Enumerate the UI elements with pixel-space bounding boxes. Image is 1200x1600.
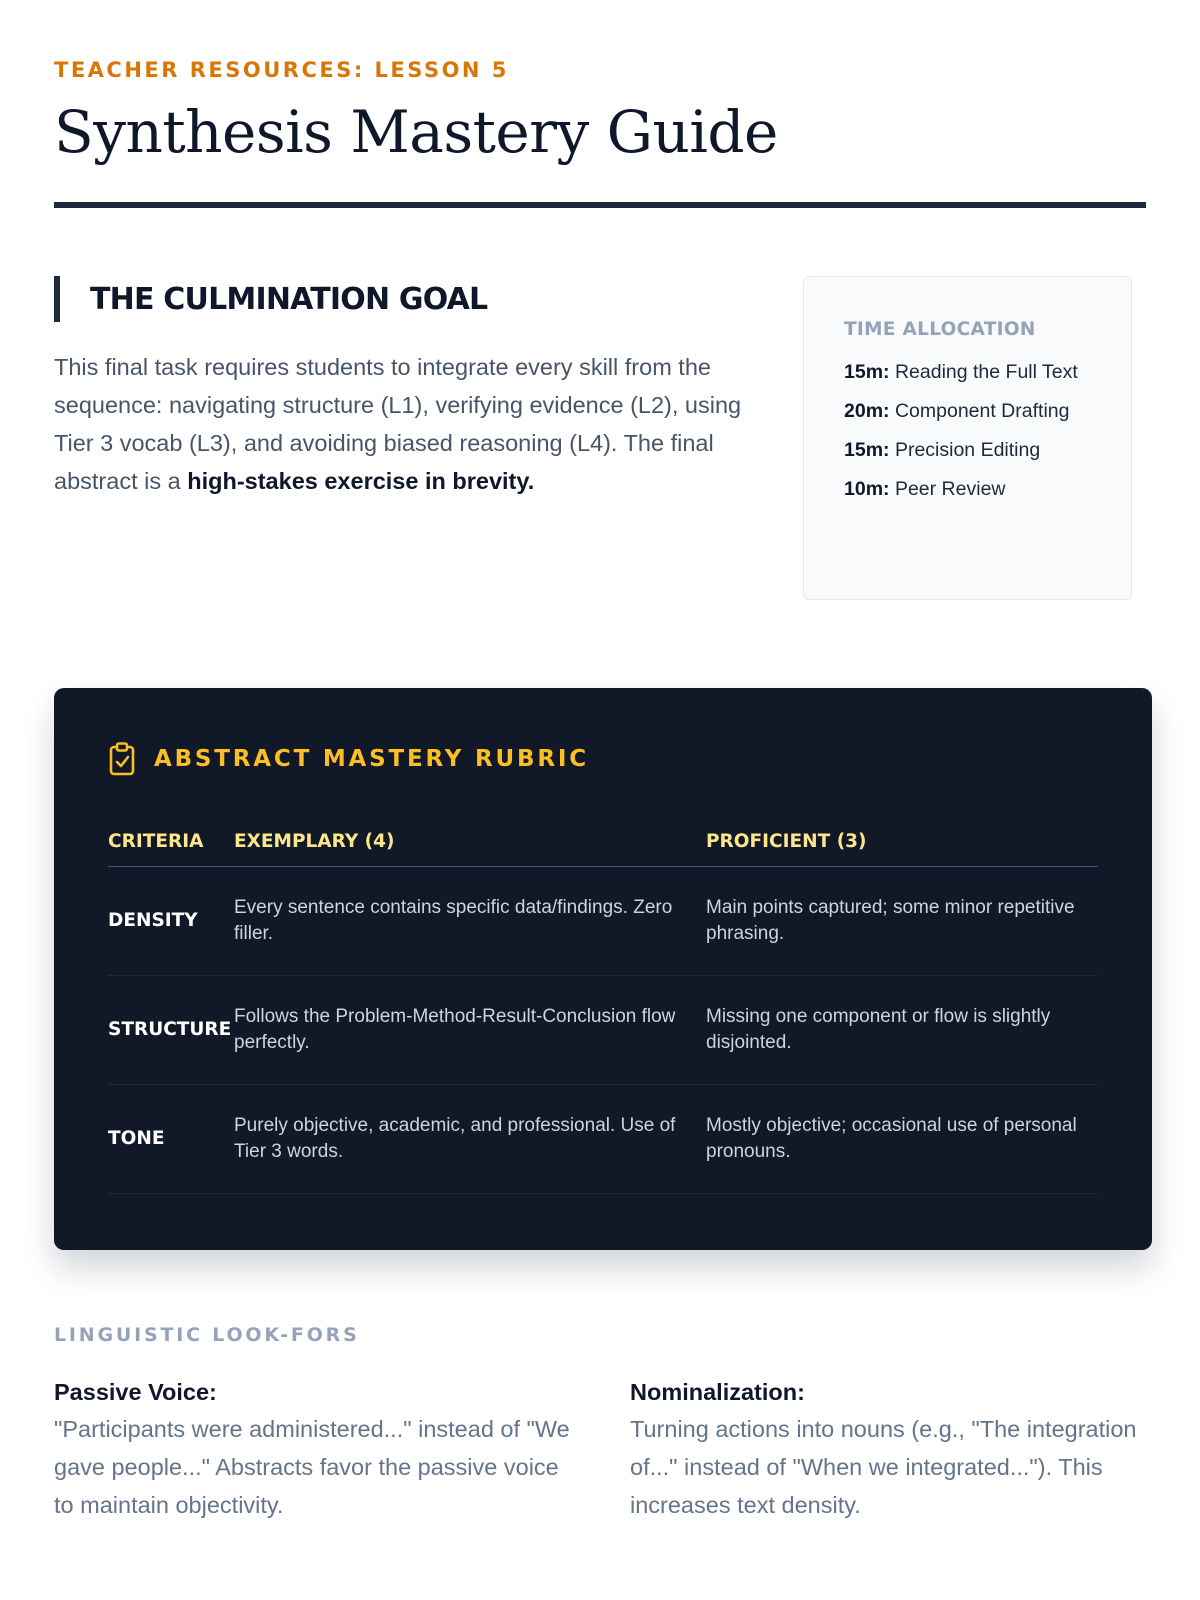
- table-row: [108, 867, 1098, 976]
- lookfor-nominalization: [630, 1376, 1150, 1524]
- linguistic-look-fors: [54, 1322, 1152, 1536]
- rubric-title: ABSTRACT MASTERY RUBRIC: [154, 746, 589, 772]
- column-header-proficient: PROFICIENT (3): [706, 816, 1098, 867]
- lookfors-title: LINGUISTIC LOOK-FORS: [54, 1324, 360, 1346]
- goal-description: [54, 348, 754, 500]
- time-item-label: Peer Review: [894, 478, 1006, 500]
- clipboard-check-icon: [108, 742, 136, 776]
- time-item: [844, 476, 1093, 502]
- proficient-cell: Missing one component or flow is slightly disjointed.: [706, 976, 1098, 1085]
- criteria-cell: TONE: [108, 1085, 234, 1194]
- time-item-label: Component Drafting: [894, 400, 1070, 422]
- time-item-duration: 15m:: [844, 361, 890, 383]
- lookfor-text: Turning actions into nouns (e.g., "The integration of..." instead of "When we integrated..."). This increases text density.: [630, 1416, 1137, 1518]
- top-section: [54, 276, 1146, 602]
- table-row: [108, 976, 1098, 1085]
- time-item-duration: 10m:: [844, 478, 890, 500]
- exemplary-cell: Every sentence contains specific data/findings. Zero filler.: [234, 867, 706, 976]
- time-item-duration: 15m:: [844, 439, 890, 461]
- goal-heading-text: THE CULMINATION GOAL: [90, 281, 488, 317]
- lookfor-passive-voice: [54, 1376, 574, 1524]
- title-divider: [54, 202, 1146, 208]
- time-item-label: Precision Editing: [894, 439, 1041, 461]
- rubric-header-row: [108, 816, 1098, 867]
- column-header-criteria: CRITERIA: [108, 816, 234, 867]
- time-allocation-card: [803, 276, 1132, 600]
- lesson-eyebrow: TEACHER RESOURCES: LESSON 5: [54, 58, 509, 82]
- lookfor-text: "Participants were administered..." instead of "We gave people..." Abstracts favor the passive voice to maintain objectivity.: [54, 1416, 570, 1518]
- time-item: [844, 359, 1093, 385]
- lookfors-grid: [54, 1376, 1152, 1536]
- time-item: [844, 437, 1093, 463]
- abstract-mastery-rubric: [54, 688, 1152, 1250]
- rubric-table: [108, 816, 1098, 1194]
- goal-heading: [54, 276, 754, 322]
- table-row: [108, 1085, 1098, 1194]
- criteria-cell: STRUCTURE: [108, 976, 234, 1085]
- time-allocation-title: TIME ALLOCATION: [844, 319, 1036, 340]
- goal-text: This final task requires students to integrate every skill from the sequence: navigating structure (L1), verifying evidence (L2), using Tier 3 vocab (L3), and avoiding biased reasoning (L4). The final abstract is a: [54, 354, 742, 494]
- lookfor-label: Nominalization:: [630, 1379, 805, 1405]
- exemplary-cell: Purely objective, academic, and professional. Use of Tier 3 words.: [234, 1085, 706, 1194]
- culmination-goal: [54, 276, 754, 500]
- page-title: Synthesis Mastery Guide: [54, 98, 778, 166]
- time-item-label: Reading the Full Text: [894, 361, 1078, 383]
- lookfor-label: Passive Voice:: [54, 1379, 217, 1405]
- proficient-cell: Mostly objective; occasional use of personal pronouns.: [706, 1085, 1098, 1194]
- proficient-cell: Main points captured; some minor repetitive phrasing.: [706, 867, 1098, 976]
- column-header-exemplary: EXEMPLARY (4): [234, 816, 706, 867]
- time-item-duration: 20m:: [844, 400, 890, 422]
- time-item: [844, 398, 1093, 424]
- exemplary-cell: Follows the Problem-Method-Result-Conclusion flow perfectly.: [234, 976, 706, 1085]
- goal-emphasis: high-stakes exercise in brevity.: [187, 468, 535, 494]
- rubric-header: [108, 740, 1098, 778]
- criteria-cell: DENSITY: [108, 867, 234, 976]
